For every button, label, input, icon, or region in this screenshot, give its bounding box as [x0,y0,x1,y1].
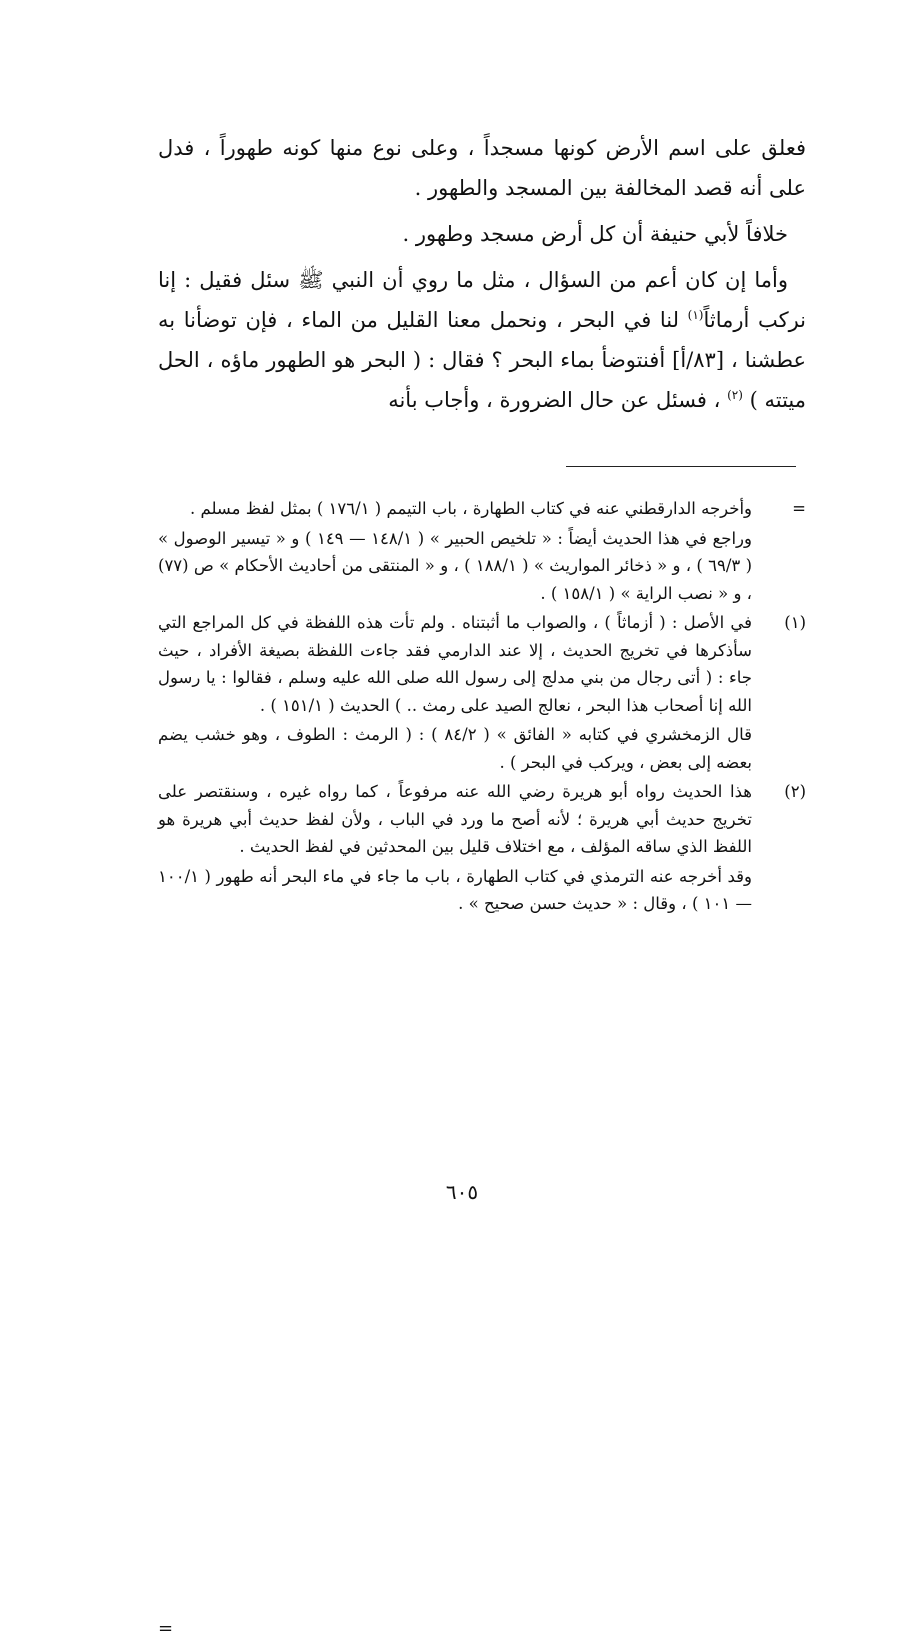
paragraph-3-part-c: ، فسئل عن حال الضرورة ، وأجاب بأنه [388,388,728,412]
footnote-paragraph: وقد أخرجه عنه الترمذي في كتاب الطهارة ، باب ما جاء في ماء البحر أنه طهور ( ١٠٠/١ — ١٠١ ) ، وقال : « حديث حسن صحيح » . [158,866,752,913]
footnote-marker: (١) [784,613,806,632]
footnote-paragraph: قال الزمخشري في كتابه « الفائق » ( ٨٤/٢ ) : ( الرمث : الطوف ، وهو خشب يضم بعضه إلى بعض ، ويركب في البحر ) . [158,725,752,772]
footnote-ref-1: (١) [687,308,704,322]
footnote-paragraph: وأخرجه الدارقطني عنه في كتاب الطهارة ، باب التيمم ( ١٧٦/١ ) بمثل لفظ مسلم . [189,499,752,518]
paragraph-3-part-b: لنا في البحر ، ونحمل معنا القليل من الماء ، فإن توضأنا به عطشنا ، [٨٣/أ] أفنتوضأ بماء البحر ؟ فقال : ( البحر هو الطهور ماؤه ، الحل ميتته ) [158,308,806,412]
paragraph-2: خلافاً لأبي حنيفة أن كل أرض مسجد وطهور . [402,222,788,246]
paragraph-1: فعلق على اسم الأرض كونها مسجداً ، وعلى نوع منها كونه طهوراً ، فدل على أنه قصد المخالفة بين المسجد والطهور . [158,136,806,200]
continuation-marker: = [158,1618,174,1639]
footnote-marker: (٢) [784,782,806,801]
paragraph-3-part-a: وأما إن كان أعم من السؤال ، مثل ما روي أن النبي ﷺ سئل فقيل : إنا نركب أرماثاً [158,268,806,332]
footnote-1 [158,609,808,776]
footnote-2 [158,778,808,918]
paragraph-3 [158,260,806,420]
footnote-paragraph: في الأصل : ( أزماثاً ) ، والصواب ما أثبتناه . ولم تأت هذه اللفظة في كل المراجع التي سأذكرها في تخريج الحديث ، إلا عند الدارمي فقد جاءت اللفظة بصيغة الأفراد ، حيث جاء : ( أتى رجال من بني مدلج إلى رسول الله صلى الله عليه وسلم ، فقالوا : يا رسول الله إنا أصحاب هذا البحر ، نعالج الصيد على رمث .. ) الحديث ( ١٥١/١ ) . [158,613,752,715]
page-number: ٦٠٥ [445,1180,479,1204]
footnote-separator [566,466,796,467]
footnote-marker: = [792,499,806,518]
footnote-paragraph: هذا الحديث رواه أبو هريرة رضي الله عنه مرفوعاً ، كما رواه غيره ، وسنقتصر على تخريج حديث أبي هريرة ؛ لأنه أصح ما ورد في الباب ، ولأن لفظ حديث أبي هريرة هو اللفظ الذي ساقه المؤلف ، مع اختلاف قليل بين المحدثين في لفظ الحديث . [158,782,752,856]
main-text [158,128,806,420]
footnote-paragraph: وراجع في هذا الحديث أيضاً : « تلخيص الحبير » ( ١٤٨/١ — ١٤٩ ) و « تيسير الوصول » ( ٦٩/٣ ) ، و « ذخائر المواريث » ( ١٨٨/١ ) ، و « المنتقى من أحاديث الأحكام » ص (٧٧) ، و « نصب الراية » ( ١٥٨/١ ) . [158,528,753,603]
footnote-continued [158,495,808,607]
footnote-ref-2: (٢) [727,388,743,402]
